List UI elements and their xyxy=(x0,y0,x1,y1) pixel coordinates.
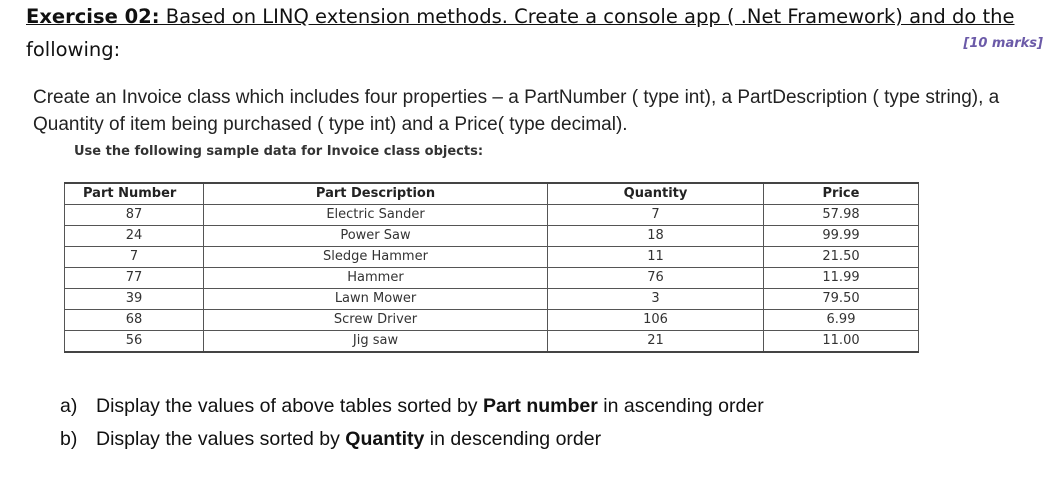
cell-part-number: 68 xyxy=(65,310,204,331)
exercise-title: Based on LINQ extension methods. Create a console app ( .Net Framework) and do the xyxy=(159,5,1015,28)
cell-part-number: 56 xyxy=(65,331,204,353)
table-row xyxy=(65,289,919,310)
cell-price: 11.00 xyxy=(764,331,919,353)
task-description: Create an Invoice class which includes four properties – a PartNumber ( type int), a PartDescription ( type string), a Quantity of item being purchased ( type int) and a Price( type decimal). xyxy=(33,87,1000,135)
question-text: in descending order xyxy=(424,428,602,450)
question-bold: Part number xyxy=(482,395,598,417)
table-row xyxy=(65,226,919,247)
question-list xyxy=(60,390,764,456)
header-part-number: Part Number xyxy=(65,183,204,205)
cell-part-description: Power Saw xyxy=(204,226,548,247)
question-bold: Quantity xyxy=(345,428,425,450)
question-text: Display the values of above tables sorted by xyxy=(96,395,483,417)
question-label: a) xyxy=(60,395,78,417)
sample-data-note: Use the following sample data for Invoice class objects: xyxy=(74,144,484,159)
cell-price: 57.98 xyxy=(764,205,919,226)
cell-part-description: Hammer xyxy=(204,268,548,289)
exercise-heading xyxy=(26,0,1036,66)
cell-quantity: 7 xyxy=(548,205,764,226)
question-text: in ascending order xyxy=(597,395,764,417)
cell-part-description: Electric Sander xyxy=(204,205,548,226)
cell-quantity: 11 xyxy=(548,247,764,268)
cell-price: 21.50 xyxy=(764,247,919,268)
cell-part-description: Jig saw xyxy=(204,331,548,353)
table-row xyxy=(65,331,919,353)
cell-part-number: 7 xyxy=(65,247,204,268)
cell-price: 6.99 xyxy=(764,310,919,331)
cell-part-number: 77 xyxy=(65,268,204,289)
question-label: b) xyxy=(60,428,78,450)
invoice-table xyxy=(64,182,919,353)
header-quantity: Quantity xyxy=(548,183,764,205)
cell-quantity: 3 xyxy=(548,289,764,310)
cell-part-description: Lawn Mower xyxy=(204,289,548,310)
cell-quantity: 106 xyxy=(548,310,764,331)
cell-part-number: 39 xyxy=(65,289,204,310)
header-part-description: Part Description xyxy=(204,183,548,205)
table-row xyxy=(65,268,919,289)
table-row xyxy=(65,310,919,331)
table-row xyxy=(65,247,919,268)
question-text: Display the values sorted by xyxy=(96,428,346,450)
exercise-title-line2: following: xyxy=(26,38,121,61)
table-header-row xyxy=(65,183,919,205)
cell-quantity: 18 xyxy=(548,226,764,247)
header-price: Price xyxy=(764,183,919,205)
cell-part-number: 87 xyxy=(65,205,204,226)
cell-part-number: 24 xyxy=(65,226,204,247)
cell-price: 99.99 xyxy=(764,226,919,247)
question-b xyxy=(60,423,764,456)
cell-price: 11.99 xyxy=(764,268,919,289)
cell-quantity: 21 xyxy=(548,331,764,353)
question-a xyxy=(60,390,764,423)
cell-price: 79.50 xyxy=(764,289,919,310)
cell-part-description: Sledge Hammer xyxy=(204,247,548,268)
cell-part-description: Screw Driver xyxy=(204,310,548,331)
marks-label: [10 marks] xyxy=(963,36,1043,51)
table-row xyxy=(65,205,919,226)
invoice-table-body xyxy=(65,205,919,353)
cell-quantity: 76 xyxy=(548,268,764,289)
exercise-label: Exercise 02: xyxy=(26,5,160,28)
